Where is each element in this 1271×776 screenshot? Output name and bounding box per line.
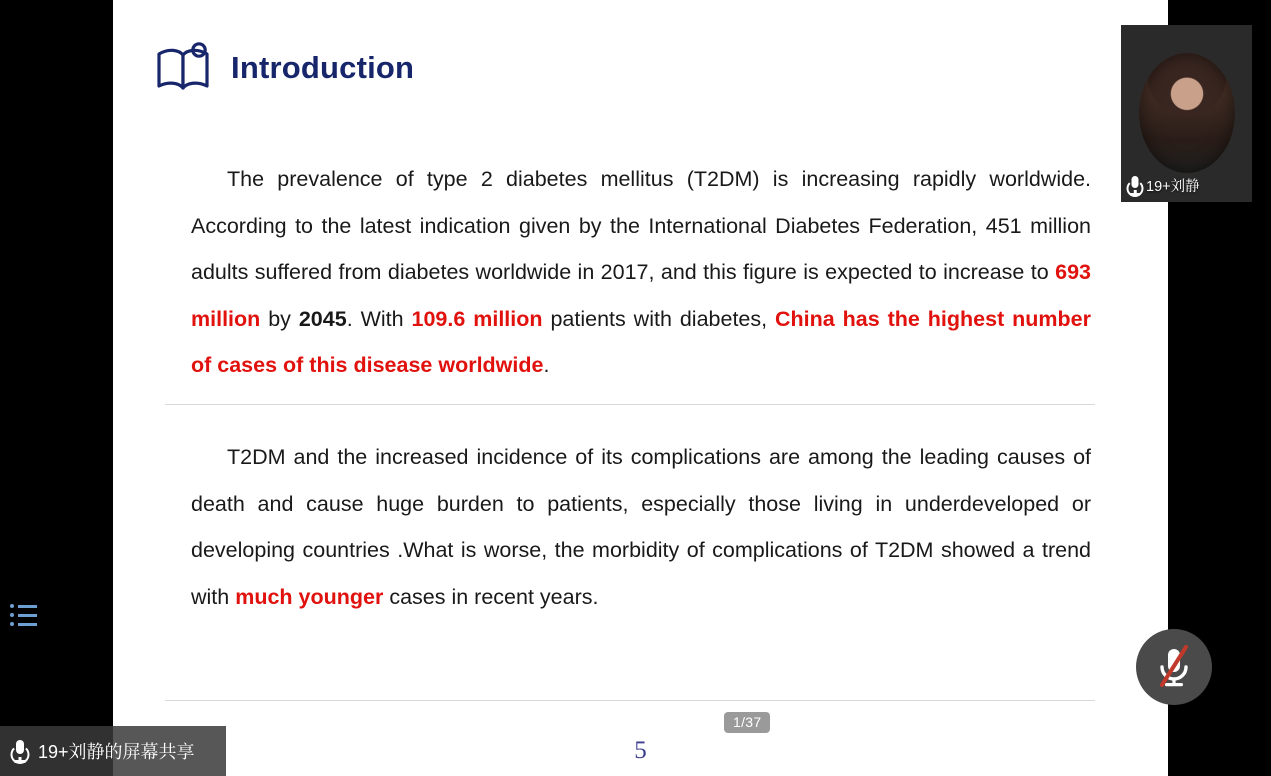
text-segment: . [543,353,550,377]
slide-page-indicator: 1/37 [724,712,770,733]
text-segment: by [260,306,299,331]
shared-screen-slide[interactable] [113,0,1168,776]
text-segment: . With [346,306,412,331]
slide-page-number: 5 [634,737,647,764]
slide-paragraph-1 [191,156,1091,389]
self-view-participant-name: 19+刘静 [1146,178,1200,195]
microphone-icon [10,738,30,764]
screen-share-banner [0,726,226,776]
page-title: Introduction [231,50,415,85]
participants-list-icon[interactable] [10,602,38,628]
slide-divider [165,404,1095,405]
avatar [1139,53,1235,173]
text-segment: The prevalence of type 2 diabetes mellitus (T2DM) is increasing rapidly worldwide. According to the latest indication given by the International Diabetes Federation, 451 million adults suffered from diabetes worldwide in 2017, and this figure is expected to increase to [191,167,1091,284]
self-view-video-tile[interactable] [1121,25,1252,202]
text-segment: 693 million [191,260,1091,331]
text-segment: 2045 [298,306,347,331]
text-segment: cases in recent years. [383,584,599,609]
text-segment: T2DM and the increased incidence of its complications are among the leading causes of death and cause huge burden to patients, especially those living in underdeveloped or developing countries .What is worse, the morbidity of complications of T2DM showed a trend with [191,445,1091,609]
mute-toggle-button[interactable] [1136,629,1212,705]
microphone-muted-icon [1136,629,1212,705]
slide-title-row [155,42,414,94]
text-segment: 109.6 million [411,306,543,331]
text-segment: much younger [235,584,384,609]
text-segment: patients with diabetes, [542,306,776,331]
microphone-icon [1126,174,1144,196]
left-toolbar-rail [0,0,113,776]
text-segment: China has the highest number of cases of this disease worldwide [191,306,1092,377]
self-view-label-row [1126,174,1200,196]
slide-divider [165,700,1095,701]
screen-share-banner-text: 19+刘静的屏幕共享 [38,742,195,762]
slide-paragraph-2 [191,434,1091,620]
open-book-icon [155,42,213,94]
